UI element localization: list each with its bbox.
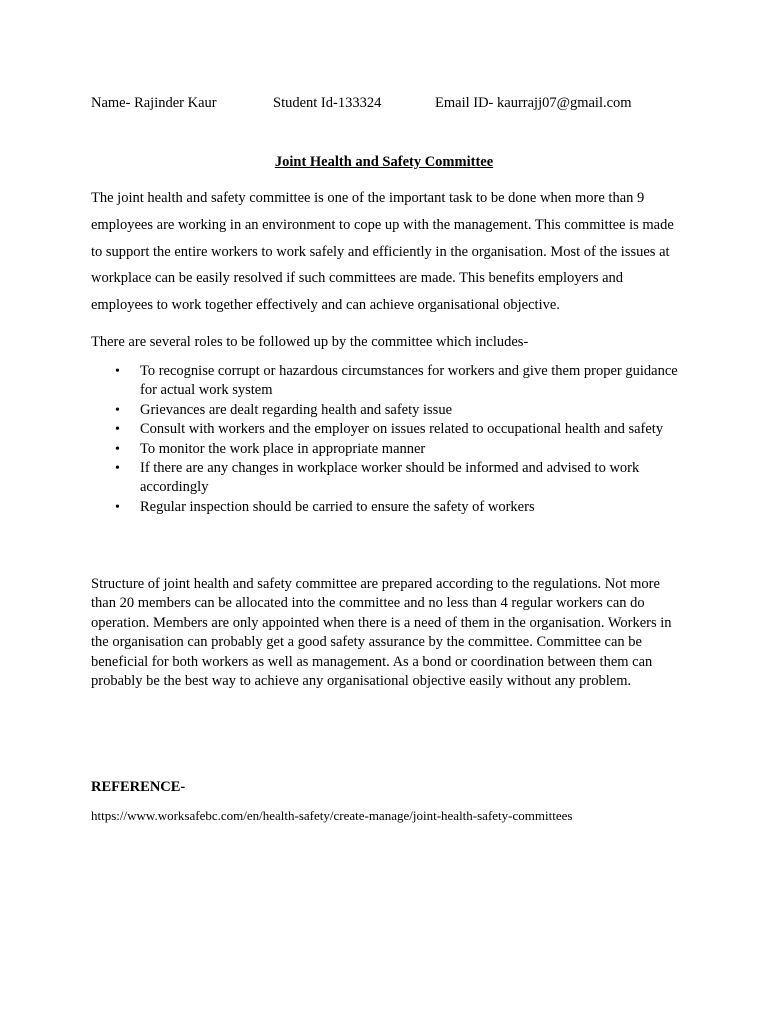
list-item: • If there are any changes in workplace worker should be informed and advised to work accordingly (115, 460, 640, 496)
reference-url: https://www.worksafebc.com/en/health-safety/create-manage/joint-health-safety-committees (91, 808, 573, 823)
bullet-icon: • (115, 364, 120, 379)
bullet-icon: • (115, 441, 120, 457)
document-title: Joint Health and Safety Committee (274, 154, 494, 170)
list-item: • To recognise corrupt or hazardous circumstances for workers and give them proper guidance for actual work system (115, 363, 678, 399)
bullet-icon: • (115, 402, 120, 418)
student-id: Student Id-133324 (273, 95, 382, 111)
list-item: • Regular inspection should be carried to ensure the safety of workers (91, 498, 681, 517)
student-info-header (91, 93, 731, 113)
bullet-icon: • (115, 499, 120, 515)
list-item: • Consult with workers and the employer on issues related to occupational health and safety (91, 420, 681, 439)
student-email: Email ID- kaurrajj07@gmail.com (435, 95, 632, 111)
bullet-icon: • (115, 461, 120, 477)
list-item: • To monitor the work place in appropriate manner (91, 440, 681, 459)
reference-heading: REFERENCE- (91, 779, 186, 795)
roles-list (91, 362, 681, 517)
structure-paragraph: Structure of joint health and safety committee are prepared according to the regulations. Not more than 20 members can be allocated into the committee and no less than 4 regular workers can do operation. Members are only appointed when there is a need of them in the organisation. Workers in the organisation can probably get a good safety assurance by the committee. Committee can be beneficial for both workers as well as management. As a bond or coordination between them can probably be the best way to achieve any organisational objective easily without any problem. (91, 576, 672, 690)
intro-paragraph: The joint health and safety committee is one of the important task to be done when more than 9 employees are working in an environment to cope up with the management. This committee is made to support the entire workers to work safely and efficiently in the organisation. Most of the issues at workplace can be easily resolved if such committees are made. This benefits employers and employees to work together effectively and can achieve organisational objective. (91, 190, 674, 314)
roles-intro: There are several roles to be followed up by the committee which includes- (91, 334, 529, 350)
student-name: Name- Rajinder Kaur (91, 95, 217, 111)
bullet-icon: • (115, 422, 120, 438)
list-item: • Grievances are dealt regarding health and safety issue (91, 401, 681, 420)
